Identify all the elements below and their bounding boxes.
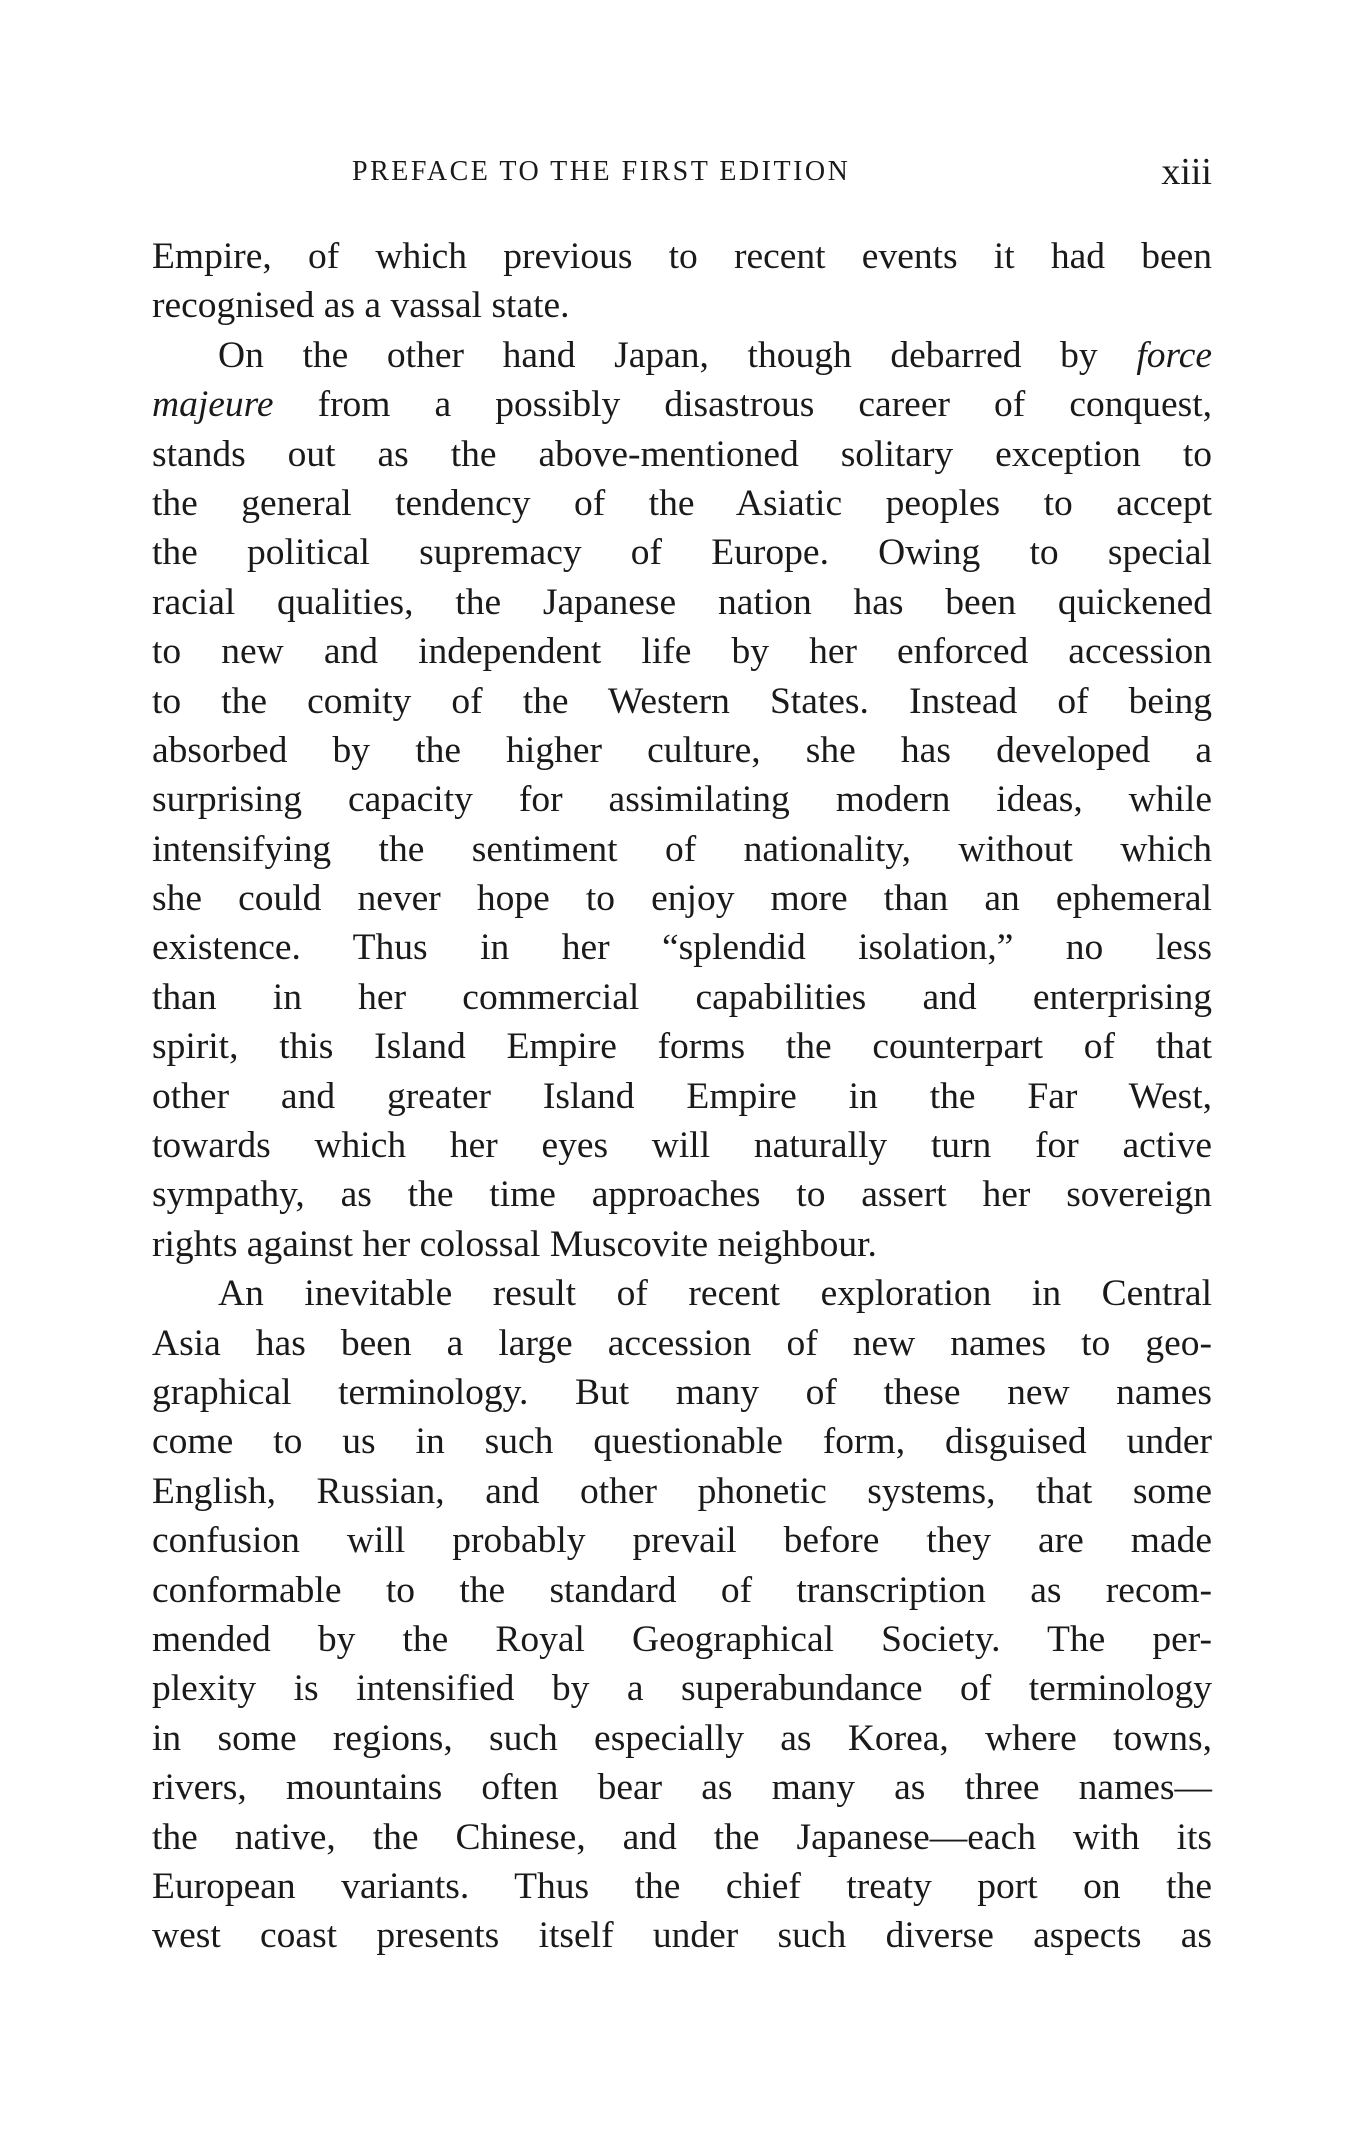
text-line: recognised as a vassal state. (152, 285, 570, 327)
text-line: plexity is intensified by a superabundance of terminology (152, 1668, 1212, 1710)
text-line: An inevitable result of recent exploration in Central (218, 1273, 1212, 1315)
text-line: racial qualities, the Japanese nation has been quickened (152, 581, 1212, 623)
page-number: xiii (1161, 151, 1212, 193)
text-line: mended by the Royal Geographical Society. The per- (152, 1618, 1212, 1660)
text-line: absorbed by the higher culture, she has developed a (152, 729, 1212, 771)
text-line: conformable to the standard of transcription as recom- (152, 1569, 1212, 1611)
text-line: English, Russian, and other phonetic systems, that some (152, 1470, 1212, 1512)
text-fragment: from a possibly disastrous career of conquest, (317, 384, 1213, 426)
text-line: rights against her colossal Muscovite neighbour. (152, 1223, 877, 1265)
text-line: she could never hope to enjoy more than an ephemeral (152, 878, 1212, 920)
italic-word: majeure (152, 384, 274, 426)
text-line: than in her commercial capabilities and enterprising (152, 976, 1212, 1018)
text-line: intensifying the sentiment of nationality, without which (152, 828, 1212, 870)
text-line: sympathy, as the time approaches to assert her sovereign (152, 1174, 1212, 1216)
running-head: PREFACE TO THE FIRST EDITION (352, 156, 851, 187)
text-line: in some regions, such especially as Korea, where towns, (152, 1717, 1212, 1759)
text-line: rivers, mountains often bear as many as three names— (152, 1767, 1212, 1809)
text-line: graphical terminology. But many of these new names (152, 1371, 1212, 1413)
text-line: confusion will probably prevail before they are made (152, 1520, 1212, 1562)
text-line: the political supremacy of Europe. Owing to special (152, 532, 1212, 574)
text-line: come to us in such questionable form, disguised under (152, 1421, 1212, 1463)
italic-word: force (1136, 334, 1212, 376)
text-line: Asia has been a large accession of new names to geo- (152, 1322, 1212, 1364)
text-line: surprising capacity for assimilating modern ideas, while (152, 779, 1212, 821)
text-line: stands out as the above-mentioned solitary exception to (152, 433, 1212, 475)
text-line: existence. Thus in her “splendid isolation,” no less (152, 927, 1212, 969)
text-line: Empire, of which previous to recent events it had been (152, 236, 1212, 277)
body-text (152, 232, 1212, 1961)
text-line: the general tendency of the Asiatic peoples to accept (152, 482, 1212, 524)
text-line (152, 331, 1212, 380)
text-fragment: On the other hand Japan, though debarred by (218, 334, 1098, 376)
text-line: towards which her eyes will naturally turn for active (152, 1125, 1212, 1167)
text-line: other and greater Island Empire in the Far West, (152, 1075, 1212, 1117)
text-line: the native, the Chinese, and the Japanese—each with its (152, 1816, 1212, 1858)
text-line: to new and independent life by her enforced accession (152, 631, 1212, 673)
text-line: spirit, this Island Empire forms the counterpart of that (152, 1026, 1212, 1068)
text-line: European variants. Thus the chief treaty port on the (152, 1865, 1212, 1907)
text-line: west coast presents itself under such diverse aspects as (152, 1915, 1212, 1957)
text-line: to the comity of the Western States. Instead of being (152, 680, 1212, 722)
text-line (152, 380, 1212, 429)
page-header (152, 150, 1212, 194)
